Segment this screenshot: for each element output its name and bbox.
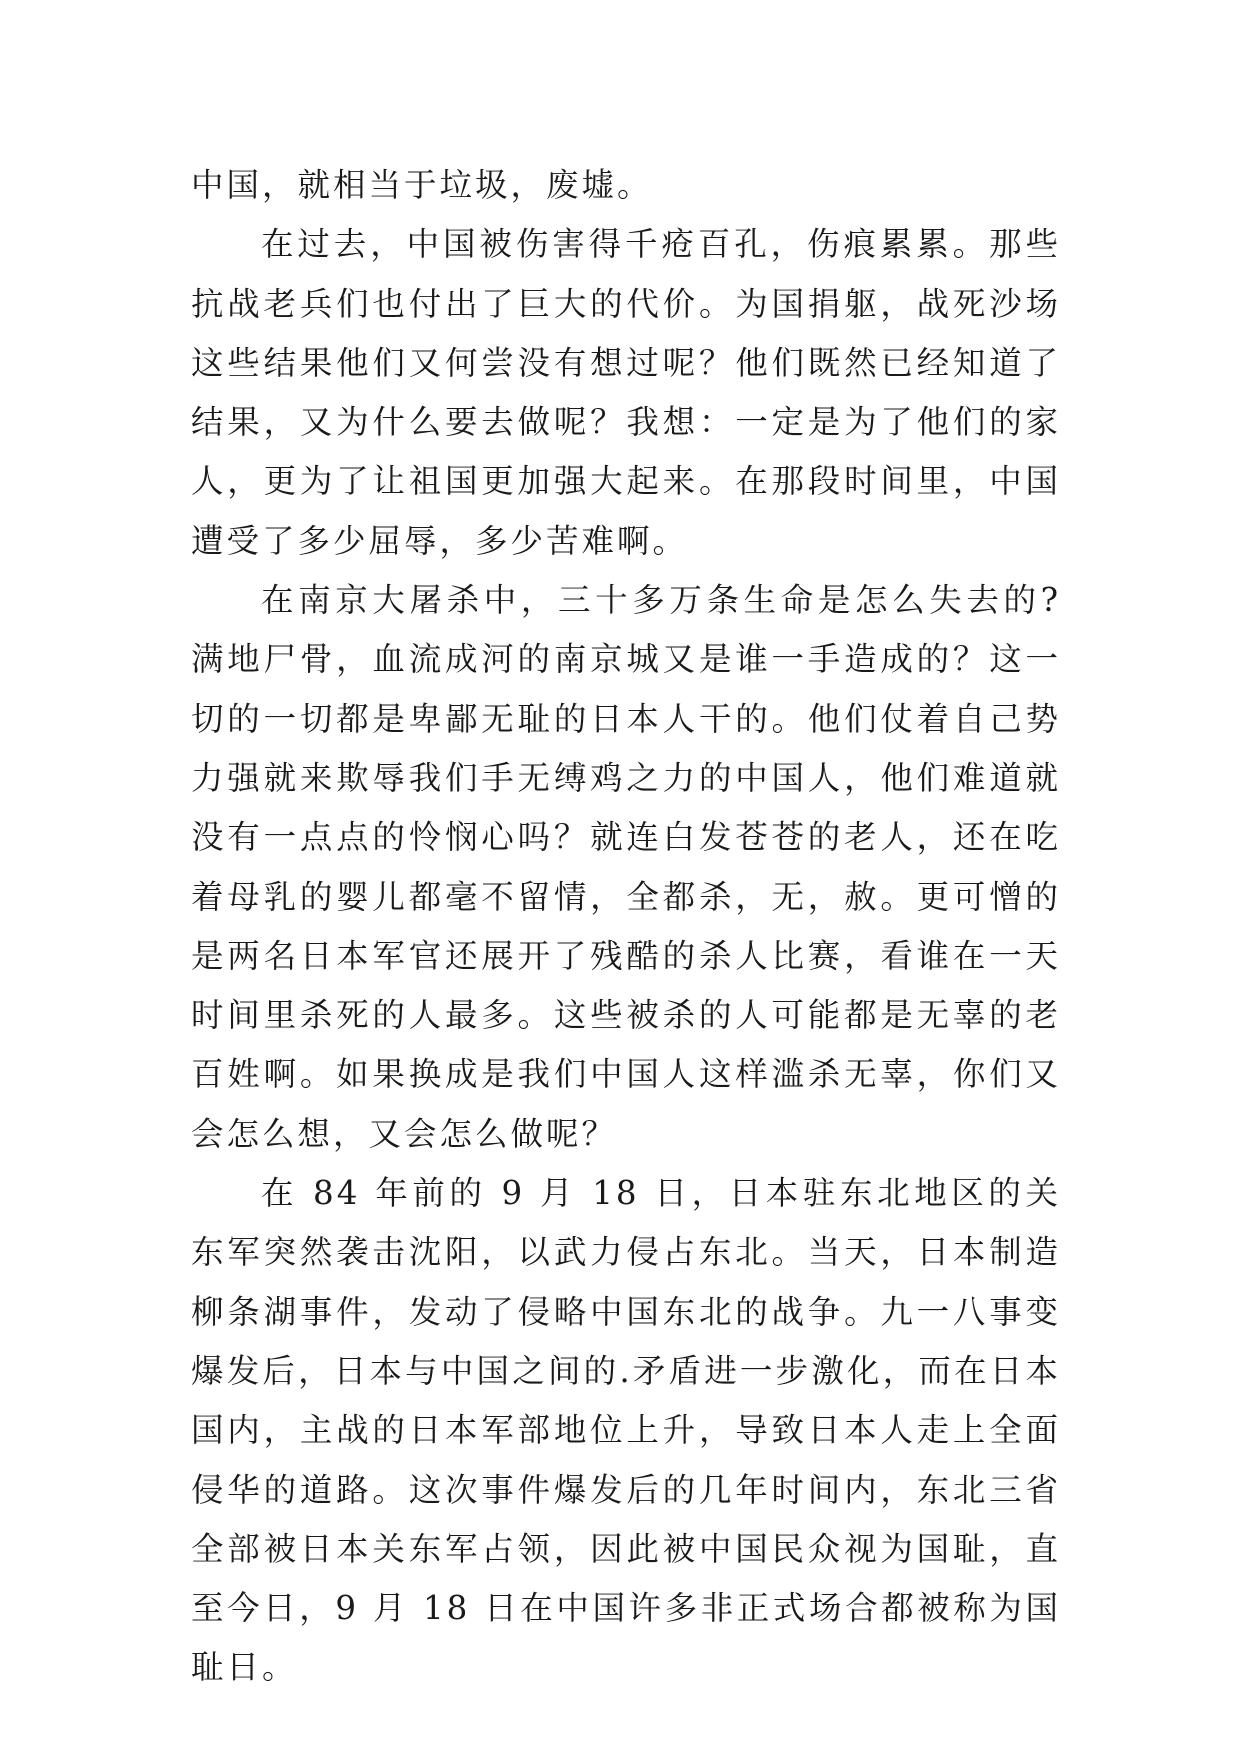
paragraph-nanjing-massacre: 在南京大屠杀中，三十多万条生命是怎么失去的?满地尸骨，血流成河的南京城又是谁一手造成的？这一切的一切都是卑鄙无耻的日本人干的。他们仗着自己势力强就来欺辱我们手无缚鸡之力的中国人，他们难道就没有一点点的怜悯心吗？就连白发苍苍的老人，还在吃着母乳的婴儿都毫不留情，全都杀，无，赦。更可憎的是两名日本军官还展开了残酷的杀人比赛，看谁在一天时间里杀死的人最多。这些被杀的人可能都是无辜的老百姓啊。如果换成是我们中国人这样滥杀无辜，你们又会怎么想，又会怎么做呢？ — [191, 581, 1061, 1153]
body-text — [191, 156, 1061, 1698]
paragraph-continuation: 中国，就相当于垃圾，废墟。 — [191, 166, 653, 204]
paragraph-past-suffering: 在过去，中国被伤害得千疮百孔，伤痕累累。那些抗战老兵们也付出了巨大的代价。为国捐躯，战死沙场这些结果他们又何尝没有想过呢？他们既然已经知道了结果，又为什么要去做呢？我想：一定是为了他们的家人，更为了让祖国更加强大起来。在那段时间里，中国遭受了多少屈辱，多少苦难啊。 — [191, 225, 1061, 560]
paragraph-september-18: 在 84 年前的 9 月 18 日，日本驻东北地区的关东军突然袭击沈阳，以武力侵占东北。当天，日本制造柳条湖事件，发动了侵略中国东北的战争。九一八事变爆发后，日本与中国之间的.矛盾进一步激化，而在日本国内，主战的日本军部地位上升，导致日本人走上全面侵华的道路。这次事件爆发后的几年时间内，东北三省全部被日本关东军占领，因此被中国民众视为国耻，直至今日，9 月 18 日在中国许多非正式场合都被称为国耻日。 — [191, 1174, 1061, 1687]
